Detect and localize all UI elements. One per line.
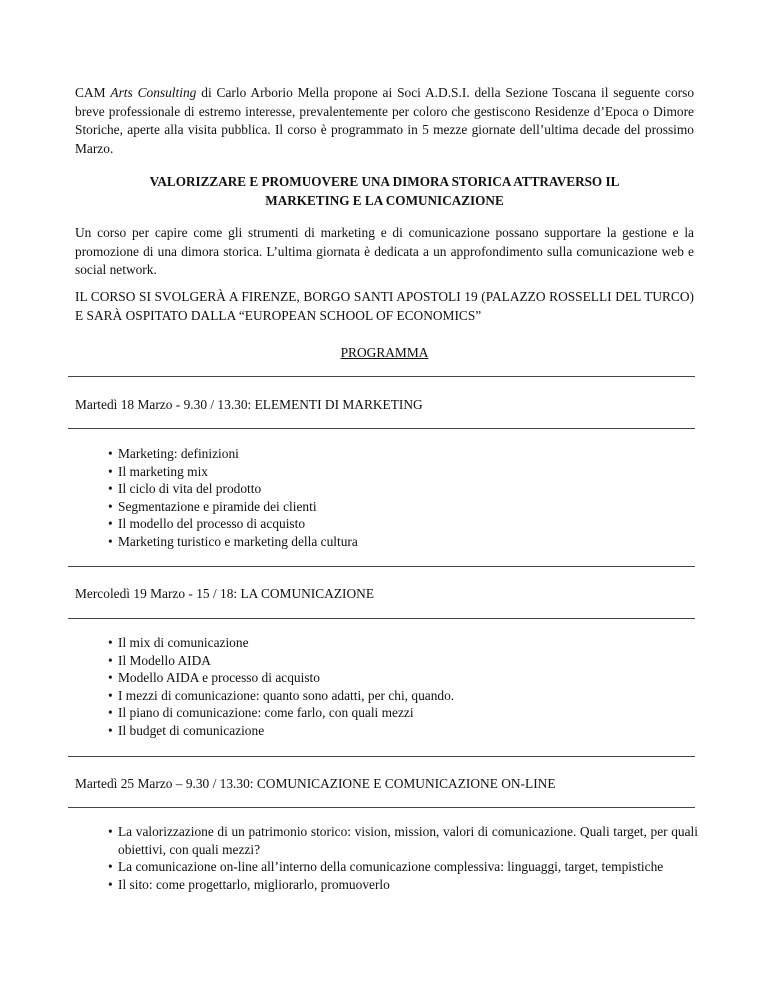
list-item: • Il marketing mix xyxy=(108,463,698,481)
divider xyxy=(68,566,695,567)
list-item: • Il ciclo di vita del prodotto xyxy=(108,480,698,498)
list-item: • Il modello del processo di acquisto xyxy=(108,515,698,533)
course-title xyxy=(75,173,694,210)
divider xyxy=(68,618,695,619)
session-1-topics xyxy=(108,445,698,550)
session-2-topics xyxy=(108,634,698,739)
course-title-line-1: VALORIZZARE E PROMUOVERE UNA DIMORA STORICA ATTRAVERSO IL xyxy=(149,174,620,189)
program-heading: PROGRAMMA xyxy=(340,345,429,360)
intro-paragraph xyxy=(75,84,694,159)
list-item: • Modello AIDA e processo di acquisto xyxy=(108,669,698,687)
session-header: Mercoledì 19 Marzo - 15 / 18: LA COMUNICAZIONE xyxy=(75,586,375,601)
course-description: Un corso per capire come gli strumenti di marketing e di comunicazione possano supportare la gestione e la promozione di una dimora storica. L’ultima giornata è dedicata a un approfondimento sulla comunicazione web e social network. xyxy=(75,225,694,278)
list-item: • La comunicazione on-line all’interno della comunicazione complessiva: linguaggi, target, tempistiche xyxy=(108,858,698,876)
list-item: • Il budget di comunicazione xyxy=(108,722,698,740)
list-item: • Segmentazione e piramide dei clienti xyxy=(108,498,698,516)
divider xyxy=(68,756,695,757)
session-header: Martedì 25 Marzo – 9.30 / 13.30: COMUNICAZIONE E COMUNICAZIONE ON-LINE xyxy=(75,776,556,791)
list-item: • Il mix di comunicazione xyxy=(108,634,698,652)
divider xyxy=(68,376,695,377)
list-item: • Il piano di comunicazione: come farlo, con quali mezzi xyxy=(108,704,698,722)
course-title-line-2: MARKETING E LA COMUNICAZIONE xyxy=(265,192,504,208)
intro-text-start: CAM xyxy=(75,85,111,100)
list-item: • Il Modello AIDA xyxy=(108,652,698,670)
divider xyxy=(68,428,695,429)
session-3-topics xyxy=(108,823,698,893)
course-venue: IL CORSO SI SVOLGERÀ A FIRENZE, BORGO SANTI APOSTOLI 19 (PALAZZO ROSSELLI DEL TURCO) E SARÀ OSPITATO DALLA “EUROPEAN SCHOOL OF ECONOMICS” xyxy=(75,289,694,323)
list-item: • La valorizzazione di un patrimonio storico: vision, mission, valori di comunicazione. Quali target, per quali obiettivi, con quali mezzi? xyxy=(108,823,698,858)
intro-text-rest: di Carlo Arborio Mella propone ai Soci A.D.S.I. della Sezione Toscana il seguente corso breve professionale di estremo interesse, prevalentemente per coloro che gestiscono Residenze d’Epoca o Dimore Storiche, aperte alla visita pubblica. Il corso è programmato in 5 mezze giornate dell’ultima decade del prossimo Marzo. xyxy=(75,85,695,157)
list-item: • Marketing turistico e marketing della cultura xyxy=(108,533,698,551)
divider xyxy=(68,807,695,808)
session-header: Martedì 18 Marzo - 9.30 / 13.30: ELEMENTI DI MARKETING xyxy=(75,397,423,412)
list-item: • Marketing: definizioni xyxy=(108,445,698,463)
intro-brand: Arts Consulting xyxy=(110,85,197,100)
list-item: • I mezzi di comunicazione: quanto sono adatti, per chi, quando. xyxy=(108,687,698,705)
list-item: • Il sito: come progettarlo, migliorarlo, promuoverlo xyxy=(108,876,698,894)
